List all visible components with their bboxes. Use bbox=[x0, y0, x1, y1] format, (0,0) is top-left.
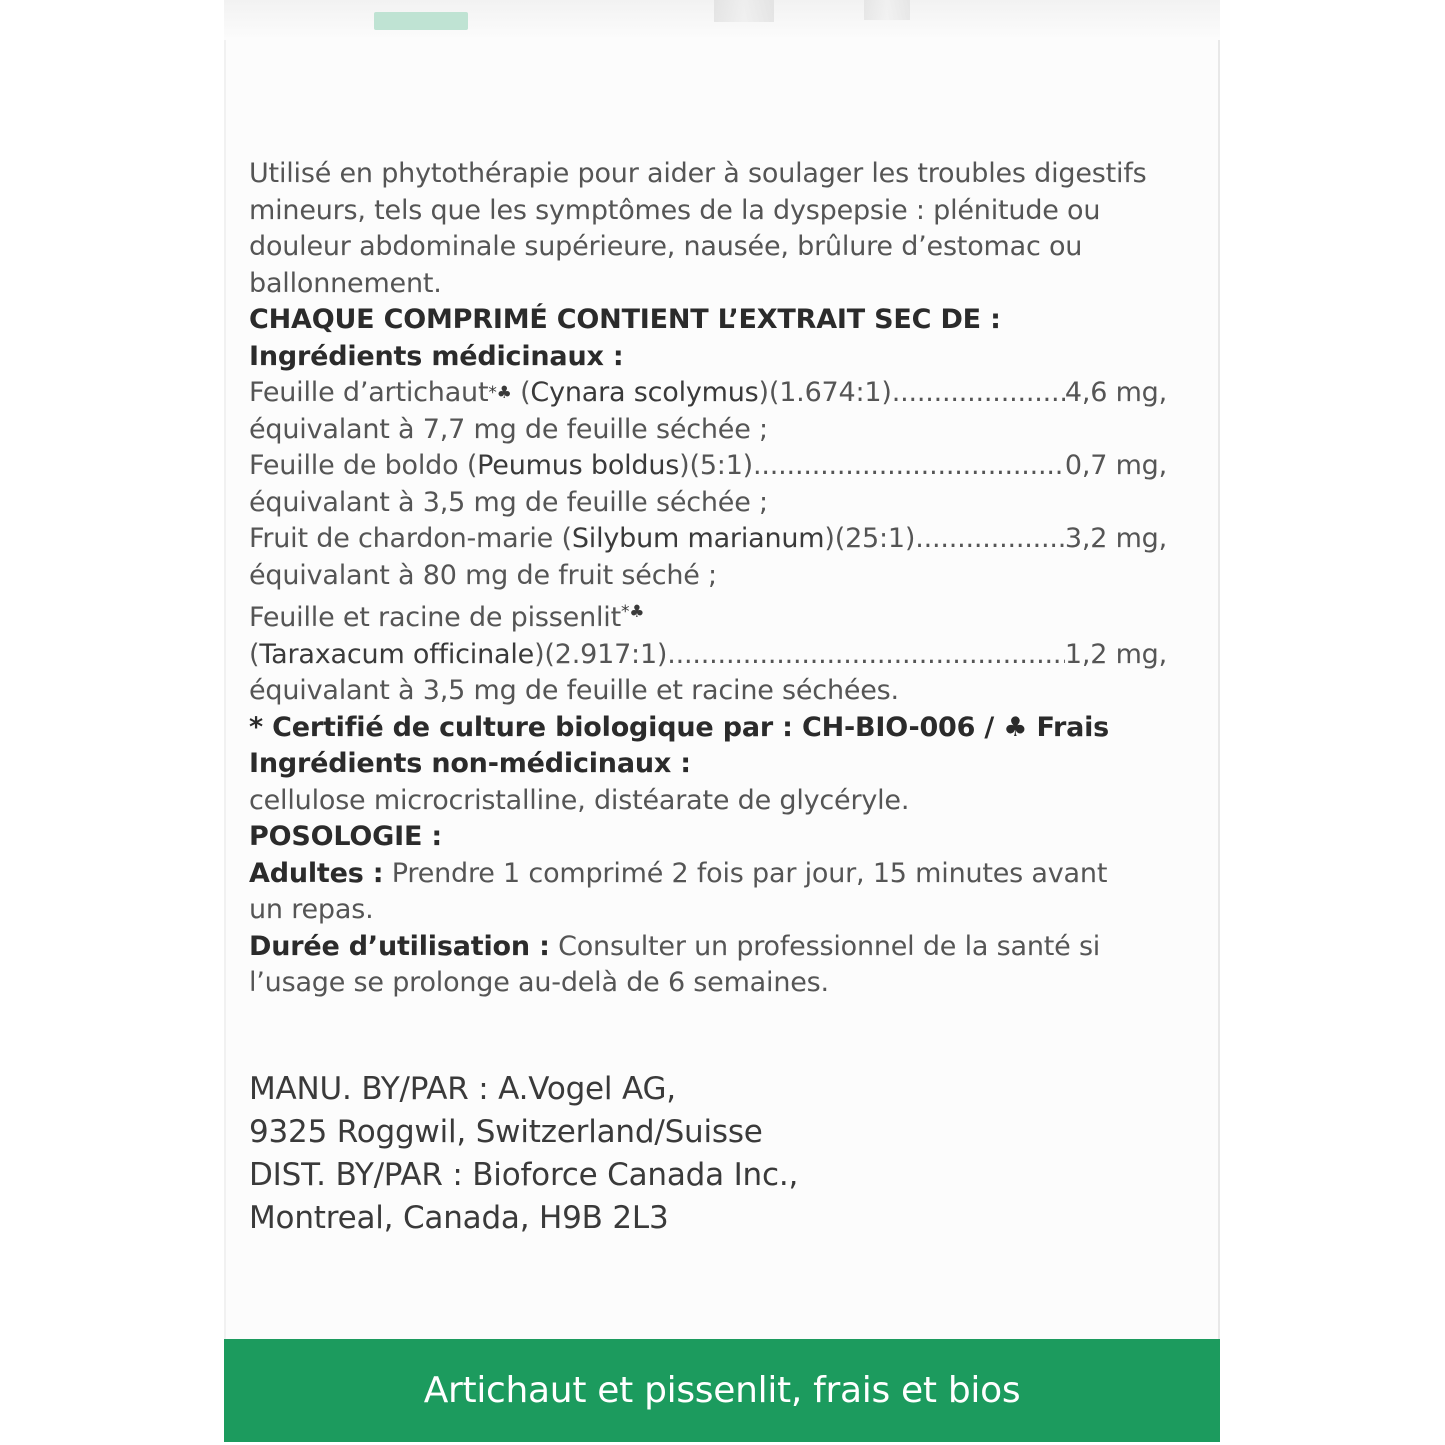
leader-dots bbox=[892, 375, 1065, 412]
ingredient-equivalent: équivalant à 80 mg de fruit séché ; bbox=[249, 559, 717, 591]
manufacturer-block bbox=[249, 1068, 1199, 1240]
ingredient-latin: Taraxacum officinale bbox=[259, 638, 535, 670]
footer-banner bbox=[224, 1339, 1220, 1442]
ingredient-row: ( Taraxacum officinale ) (2.917:1) ..... 1,2 mg, bbox=[249, 637, 1167, 674]
ingredient-ratio: (5:1) bbox=[689, 450, 754, 481]
manufacturer-line: MANU. BY/PAR : A.Vogel AG, bbox=[249, 1070, 676, 1107]
ingredient-marks: *♣ bbox=[488, 383, 512, 403]
non-medicinal-heading: Ingrédients non-médicinaux : bbox=[249, 748, 691, 779]
dosage-heading: POSOLOGIE : bbox=[249, 821, 442, 852]
ingredient-name-line bbox=[249, 594, 1199, 637]
ingredient-name: Fruit de chardon-marie bbox=[249, 523, 554, 554]
leader-dots bbox=[667, 637, 1065, 674]
ingredient-name: Feuille de boldo bbox=[249, 450, 459, 481]
ingredient-latin: Peumus boldus bbox=[477, 450, 680, 481]
ingredient-equivalent: équivalant à 3,5 mg de feuille et racine séchées. bbox=[249, 675, 899, 706]
duration-of-use bbox=[249, 929, 1129, 1002]
medicinal-heading: Ingrédients médicinaux : bbox=[249, 340, 624, 372]
leader-dots bbox=[753, 448, 1065, 485]
ingredient-name: Feuille d’artichaut bbox=[249, 377, 489, 408]
ingredient-latin: Cynara scolymus bbox=[530, 377, 759, 408]
ingredient-row: Feuille de boldo ( Peumus boldus ) (5:1) ..... 0,7 mg, bbox=[249, 448, 1167, 485]
ingredient-ratio: (2.917:1) bbox=[544, 638, 668, 670]
manufacturer-address: 9325 Roggwil, Switzerland/Suisse bbox=[249, 1113, 763, 1150]
ingredient-amount: 0,7 mg, bbox=[1064, 450, 1167, 481]
footer-banner-text: Artichaut et pissenlit, frais et bios bbox=[423, 1370, 1021, 1411]
label-text bbox=[249, 156, 1199, 1240]
top-green-tab bbox=[374, 12, 468, 30]
non-medicinal-text: cellulose microcristalline, distéarate de glycéryle. bbox=[249, 784, 910, 816]
ingredient-amount: 1,2 mg, bbox=[1064, 638, 1167, 670]
ingredient-marks: *♣ bbox=[620, 602, 645, 622]
package-back-panel bbox=[224, 0, 1220, 1442]
top-grey-mark bbox=[864, 0, 910, 20]
distributor-line: DIST. BY/PAR : Bioforce Canada Inc., bbox=[249, 1156, 799, 1193]
certification-note: * Certifié de culture biologique par : CH-BIO-006 / ♣ Frais bbox=[249, 711, 1110, 743]
ingredient-latin: Silybum marianum bbox=[571, 523, 825, 554]
ingredient-amount: 3,2 mg, bbox=[1064, 523, 1167, 554]
ingredient-name: Feuille et racine de pissenlit bbox=[249, 602, 621, 633]
ingredient-row: Fruit de chardon-marie ( Silybum marianum ) (25:1) ..... 3,2 mg, bbox=[249, 521, 1167, 558]
top-grey-mark bbox=[714, 0, 774, 22]
adults-dosage bbox=[249, 856, 1109, 929]
duration-label: Durée d’utilisation : bbox=[249, 930, 550, 962]
ingredient-equivalent: équivalant à 3,5 mg de feuille séchée ; bbox=[249, 486, 768, 518]
contents-heading: CHAQUE COMPRIMÉ CONTIENT L’EXTRAIT SEC DE : bbox=[249, 304, 1001, 335]
adults-text: Prendre 1 comprimé 2 fois par jour, 15 minutes avant un repas. bbox=[249, 857, 1108, 925]
ingredient-ratio: (25:1) bbox=[834, 523, 916, 554]
ingredient-ratio: (1.674:1) bbox=[768, 377, 892, 408]
ingredient-equivalent: équivalant à 7,7 mg de feuille séchée ; bbox=[249, 413, 768, 445]
duration-text: Consulter un professionnel de la santé si l’usage se prolonge au-delà de 6 semaines. bbox=[249, 930, 1101, 998]
adults-label: Adultes : bbox=[249, 857, 384, 889]
ingredient-row: Feuille d’artichaut *♣ ( Cynara scolymus ) (1.674:1) ..... 4,6 mg, bbox=[249, 375, 1167, 412]
leader-dots bbox=[915, 521, 1065, 558]
ingredient-amount: 4,6 mg, bbox=[1064, 377, 1167, 408]
distributor-address: Montreal, Canada, H9B 2L3 bbox=[249, 1199, 669, 1236]
indication-text: Utilisé en phytothérapie pour aider à soulager les troubles digestifs mineurs, tels que les symptômes de la dyspepsie : plénitude ou douleur abdominale supérieure, nausée, brûlure d’estomac ou ballonnement. bbox=[249, 158, 1147, 299]
